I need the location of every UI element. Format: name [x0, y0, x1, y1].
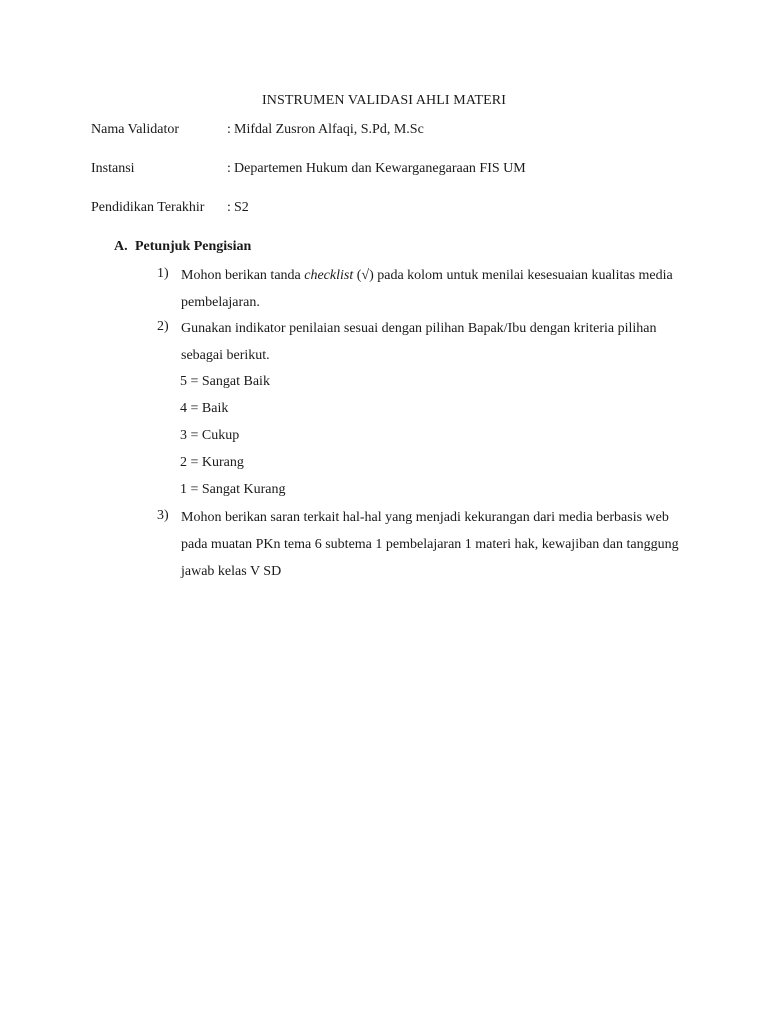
item-text-part: Mohon berikan tanda — [181, 268, 305, 283]
info-row-instansi — [91, 161, 711, 181]
item-text-italic: checklist — [304, 268, 354, 283]
info-label: Instansi — [91, 161, 135, 176]
criteria-item: 1 = Sangat Kurang — [180, 482, 286, 497]
item-text-part: (√) pada kolom untuk menilai kesesuaian kualitas media pembelajaran. — [181, 268, 673, 310]
criteria-item: 5 = Sangat Baik — [180, 374, 270, 389]
section-heading — [114, 239, 251, 255]
info-separator: : — [227, 200, 231, 215]
info-value: Mifdal Zusron Alfaqi, S.Pd, M.Sc — [234, 122, 424, 137]
item-number: 1) — [157, 266, 169, 281]
info-separator: : — [227, 161, 231, 176]
info-label: Pendidikan Terakhir — [91, 200, 205, 215]
info-value: S2 — [234, 200, 249, 215]
info-row-validator — [91, 122, 711, 142]
item-number: 3) — [157, 508, 169, 523]
criteria-item: 4 = Baik — [180, 401, 229, 416]
item-text: Mohon berikan saran terkait hal-hal yang menjadi kekurangan dari media berbasis web pada muatan PKn tema 6 subtema 1 pembelajaran 1 materi hak, kewajiban dan tanggung jawab kelas V SD — [181, 510, 679, 579]
item-text: Gunakan indikator penilaian sesuai dengan pilihan Bapak/Ibu dengan kriteria pilihan sebagai berikut. — [181, 321, 657, 363]
info-row-pendidikan — [91, 200, 711, 220]
section-letter: A. — [114, 239, 128, 254]
item-number: 2) — [157, 319, 169, 334]
criteria-item: 2 = Kurang — [180, 455, 244, 470]
section-title: Petunjuk Pengisian — [135, 239, 252, 254]
info-label: Nama Validator — [91, 122, 179, 137]
info-separator: : — [227, 122, 231, 137]
criteria-item: 3 = Cukup — [180, 428, 240, 443]
document-title: INSTRUMEN VALIDASI AHLI MATERI — [262, 93, 506, 108]
item-text — [181, 262, 681, 316]
info-value: Departemen Hukum dan Kewarganegaraan FIS UM — [234, 161, 526, 176]
